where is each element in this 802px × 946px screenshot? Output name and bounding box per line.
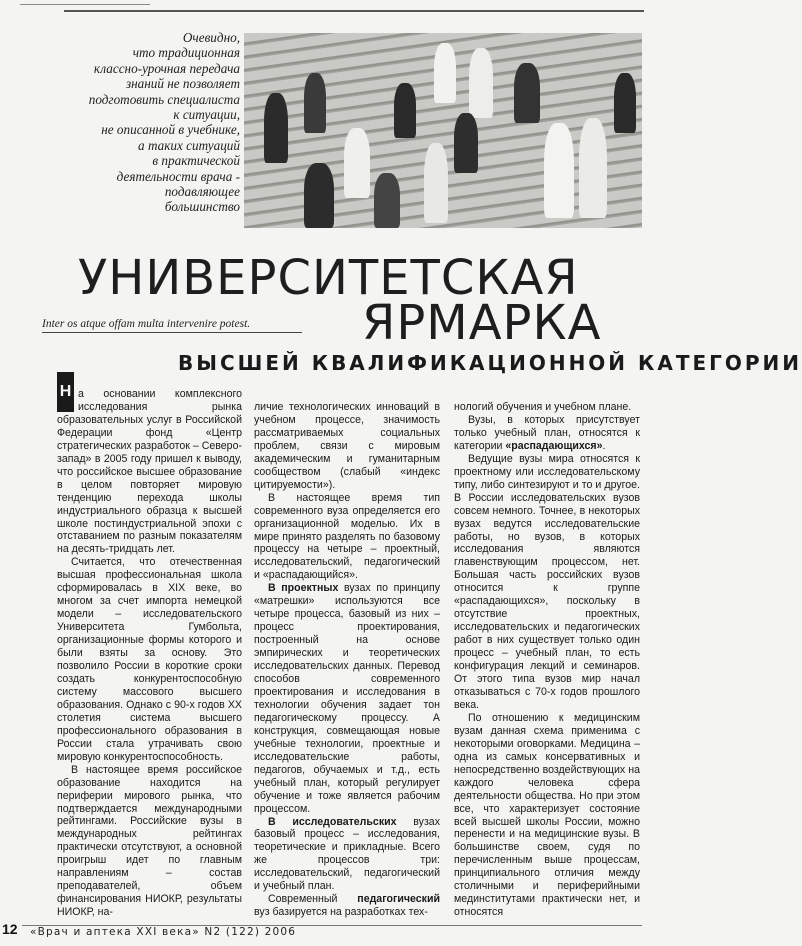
quote-line: подготовить специалиста: [88, 91, 240, 107]
article-column-3: [454, 401, 640, 925]
students-on-stairs-photo: [244, 33, 642, 228]
paragraph: В настоящее время тип современного вуза определяется его организационной моделью. Их в мире принято разделять по базовому процессу на четыре – проектный, исследовательский, педагогический и «распадающийся».: [254, 491, 440, 582]
header-rule: [64, 10, 644, 12]
article-title-line2: ЯРМАРКА: [362, 295, 602, 351]
paragraph: В проектных вузах по принципу «матрешки» используются все четыре процесса, базовый из них – процесс проектирования, построенный на основе эмпирических и теоретических исследовательских данных. Перевод способов современного проектирования и исследования в технологии обучения задает тон педагогическому процессу. А конструкция, совмещающая новые учебные технологии, проектные и исследовательские работы, педагогов, обучаемых и т.д., есть учебный план, который регулирует обучение и тоже является рабочим процессом.: [254, 582, 440, 815]
quote-line: не описанной в учебнике,: [101, 122, 240, 138]
header-rule-left: [20, 4, 150, 5]
quote-line: в практической: [152, 153, 240, 169]
paragraph: Современный педагогический вуз базируется на разработках тех-: [254, 893, 440, 919]
paragraph: Н а основании комплексного исследования рынка образовательных услуг в Российской Федерации фонд «Центр стратегических разработок – Северо-запад» в 2005 году пришел к выводу, что российское высшее образование в целом повторяет мировую тенденцию перехода школы индустриального образца к высшей школе постиндустриальной эпохи с отставанием по разным показателям на десять-тридцать лет.: [57, 388, 242, 556]
paragraph: В исследовательских вузах базовый процесс – исследования, теоретические и прикладные. Всего же процессов три: исследовательский, педагогический и учебный план.: [254, 815, 440, 893]
paragraph: Ведущие вузы мира относятся к проектному или исследовательскому типу, либо синтезируют и то и другое. В России исследовательских вузов совсем немного. Точнее, в некоторых вузах ведутся исследовательские работы, но вузов, в которых исследования являются главенствующим процессом, нет. Большая часть российских вузов относится к группе «распадающихся», поскольку в отсутствие проектных, исследовательских и педагогических работ в них существует только один процесс – учебный план, то есть конфигурация лекций и семинаров. От этого типа вузов мир начал отказываться с 70-х годов прошлого века.: [454, 452, 640, 711]
pull-quote: [88, 30, 240, 215]
quote-line: Очевидно,: [182, 30, 240, 45]
journal-footer: «Врач и аптека XXI века» N2 (122) 2006: [30, 926, 297, 938]
quote-line: подавляющее: [164, 184, 240, 200]
article-column-2: [254, 401, 440, 925]
quote-line: что традиционная: [132, 45, 240, 61]
paragraph: В настоящее время российское образование находится на периферии мирового рынка, что подтверждается международными рейтингами. Российские вузы в международных рейтингах практически отсутствуют, а основной проигрыш идет по главным направлениям – состав преподавателей, объем финансирования НИОКР, результаты НИОКР, на-: [57, 763, 242, 919]
paragraph: личие технологических инноваций в учебном процессе, значимость рассматриваемых социальных проблем, связи с мировым академическим и гуманитарным сообществом (слабый «индекс цитируемости»).: [254, 401, 440, 491]
article-subtitle: ВЫСШЕЙ КВАЛИФИКАЦИОННОЙ КАТЕГОРИИ: [178, 351, 802, 375]
quote-line: классно-урочная передача: [93, 60, 240, 76]
quote-line: большинство: [164, 199, 240, 215]
quote-line: а таких ситуаций: [138, 137, 240, 153]
article-title-line1: УНИВЕРСИТЕТСКАЯ: [78, 250, 579, 306]
quote-line: к ситуации,: [173, 107, 240, 123]
paragraph: Вузы, в которых присутствует только учебный план, относятся к категории «распадающихся».: [454, 413, 640, 452]
drop-cap: Н: [57, 372, 74, 412]
quote-line: знаний не позволяет: [125, 76, 240, 92]
paragraph: нологий обучения и учебном плане.: [454, 401, 632, 413]
paragraph: По отношению к медицинским вузам данная схема применима с некоторыми оговорками. Медицина – одна из самых консервативных и непосредственно воздействующих на каждого человека сфера деятельности общества. Но при этом все, что характеризует состояние всей высшей школы России, можно перенести и на медицинские вузы. В большинстве своем, судя по перечисленным выше процессам, принципиального отличия между столичными и периферийными мединститутами практически нет, и относятся: [454, 711, 640, 919]
paragraph: Считается, что отечественная высшая профессиональная школа сформировалась в XIX веке, во многом за счет импорта немецкой модели – исследовательского Университета Гумбольта, организационные формы которого и были взяты за основу. Это позволило России в короткие сроки создать конкурентоспособную систему массового высшего образования. Однако с 90-х годов XX столетия система высшего профессионального образования в России стала утрачивать свою мировую конкурентоспособность.: [57, 556, 242, 763]
quote-line: деятельности врача -: [116, 168, 240, 184]
latin-motto: Inter os atque offam multa intervenire potest.: [42, 318, 302, 333]
article-column-1: [57, 383, 242, 925]
page-number: 12: [2, 921, 18, 937]
